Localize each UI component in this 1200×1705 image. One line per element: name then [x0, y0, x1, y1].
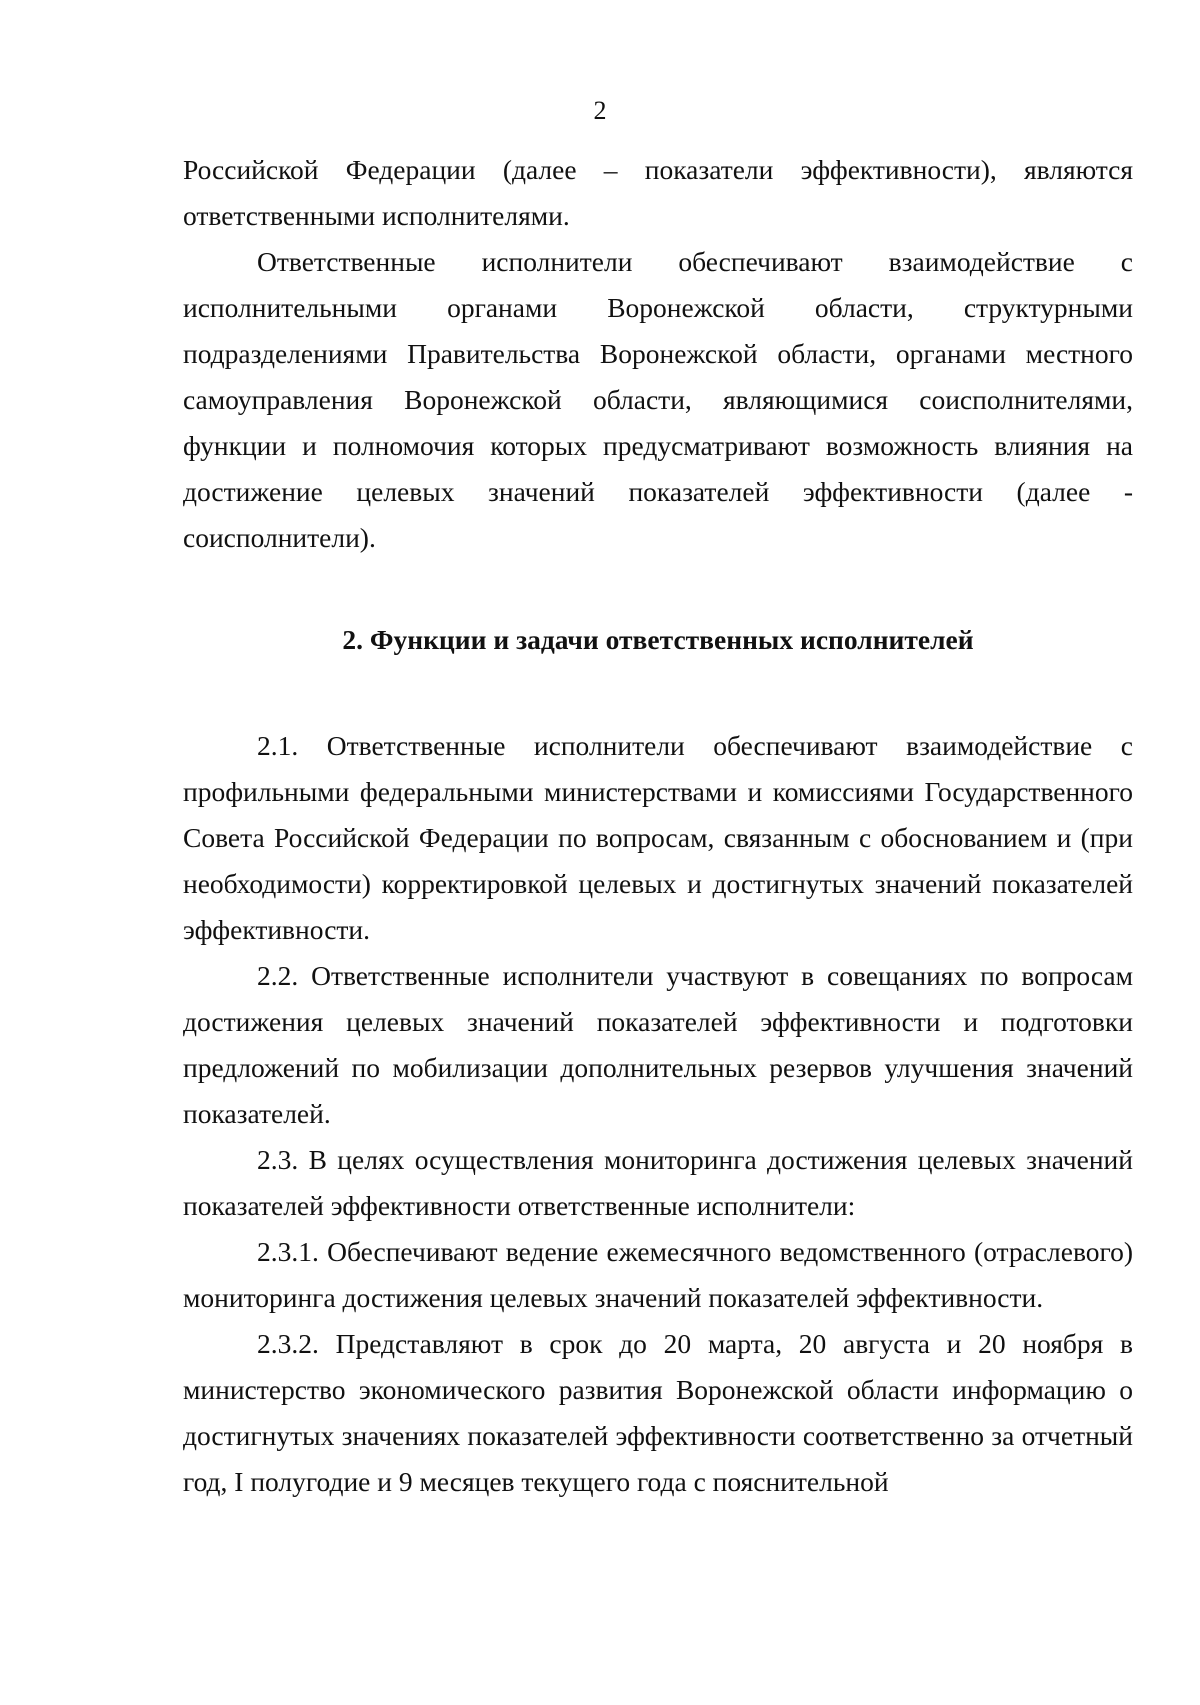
document-body	[183, 147, 1133, 1505]
paragraph-2-3-1: 2.3.1. Обеспечивают ведение ежемесячного ведомственного (отраслевого) мониторинга достижения целевых значений показателей эффективности.	[183, 1236, 1133, 1313]
page-number: 2	[593, 96, 607, 125]
paragraph-coexecutors: Ответственные исполнители обеспечивают взаимодействие с исполнительными органами Воронежской области, структурными подразделениями Правительства Воронежской области, органами местного самоуправления Воронежской области, являющимися соисполнителями, функции и полномочия которых предусматривают возможность влияния на достижение целевых значений показателей эффективности (далее - соисполнители).	[183, 246, 1133, 553]
paragraph-2-2: 2.2. Ответственные исполнители участвуют в совещаниях по вопросам достижения целевых значений показателей эффективности и подготовки предложений по мобилизации дополнительных резервов улучшения значений показателей.	[183, 960, 1133, 1129]
paragraph-2-3-2: 2.3.2. Представляют в срок до 20 марта, 20 августа и 20 ноября в министерство экономического развития Воронежской области информацию о достигнутых значениях показателей эффективности соответственно за отчетный год, I полугодие и 9 месяцев текущего года с пояснительной	[183, 1328, 1133, 1497]
section-heading: 2. Функции и задачи ответственных исполнителей	[342, 624, 974, 655]
paragraph-2-1: 2.1. Ответственные исполнители обеспечивают взаимодействие с профильными федеральными министерствами и комиссиями Государственного Совета Российской Федерации по вопросам, связанным с обоснованием и (при необходимости) корректировкой целевых и достигнутых значений показателей эффективности.	[183, 730, 1133, 945]
paragraph-continuation: Российской Федерации (далее – показатели эффективности), являются ответственными исполнителями.	[183, 154, 1133, 231]
paragraph-2-3: 2.3. В целях осуществления мониторинга достижения целевых значений показателей эффективности ответственные исполнители:	[183, 1144, 1133, 1221]
